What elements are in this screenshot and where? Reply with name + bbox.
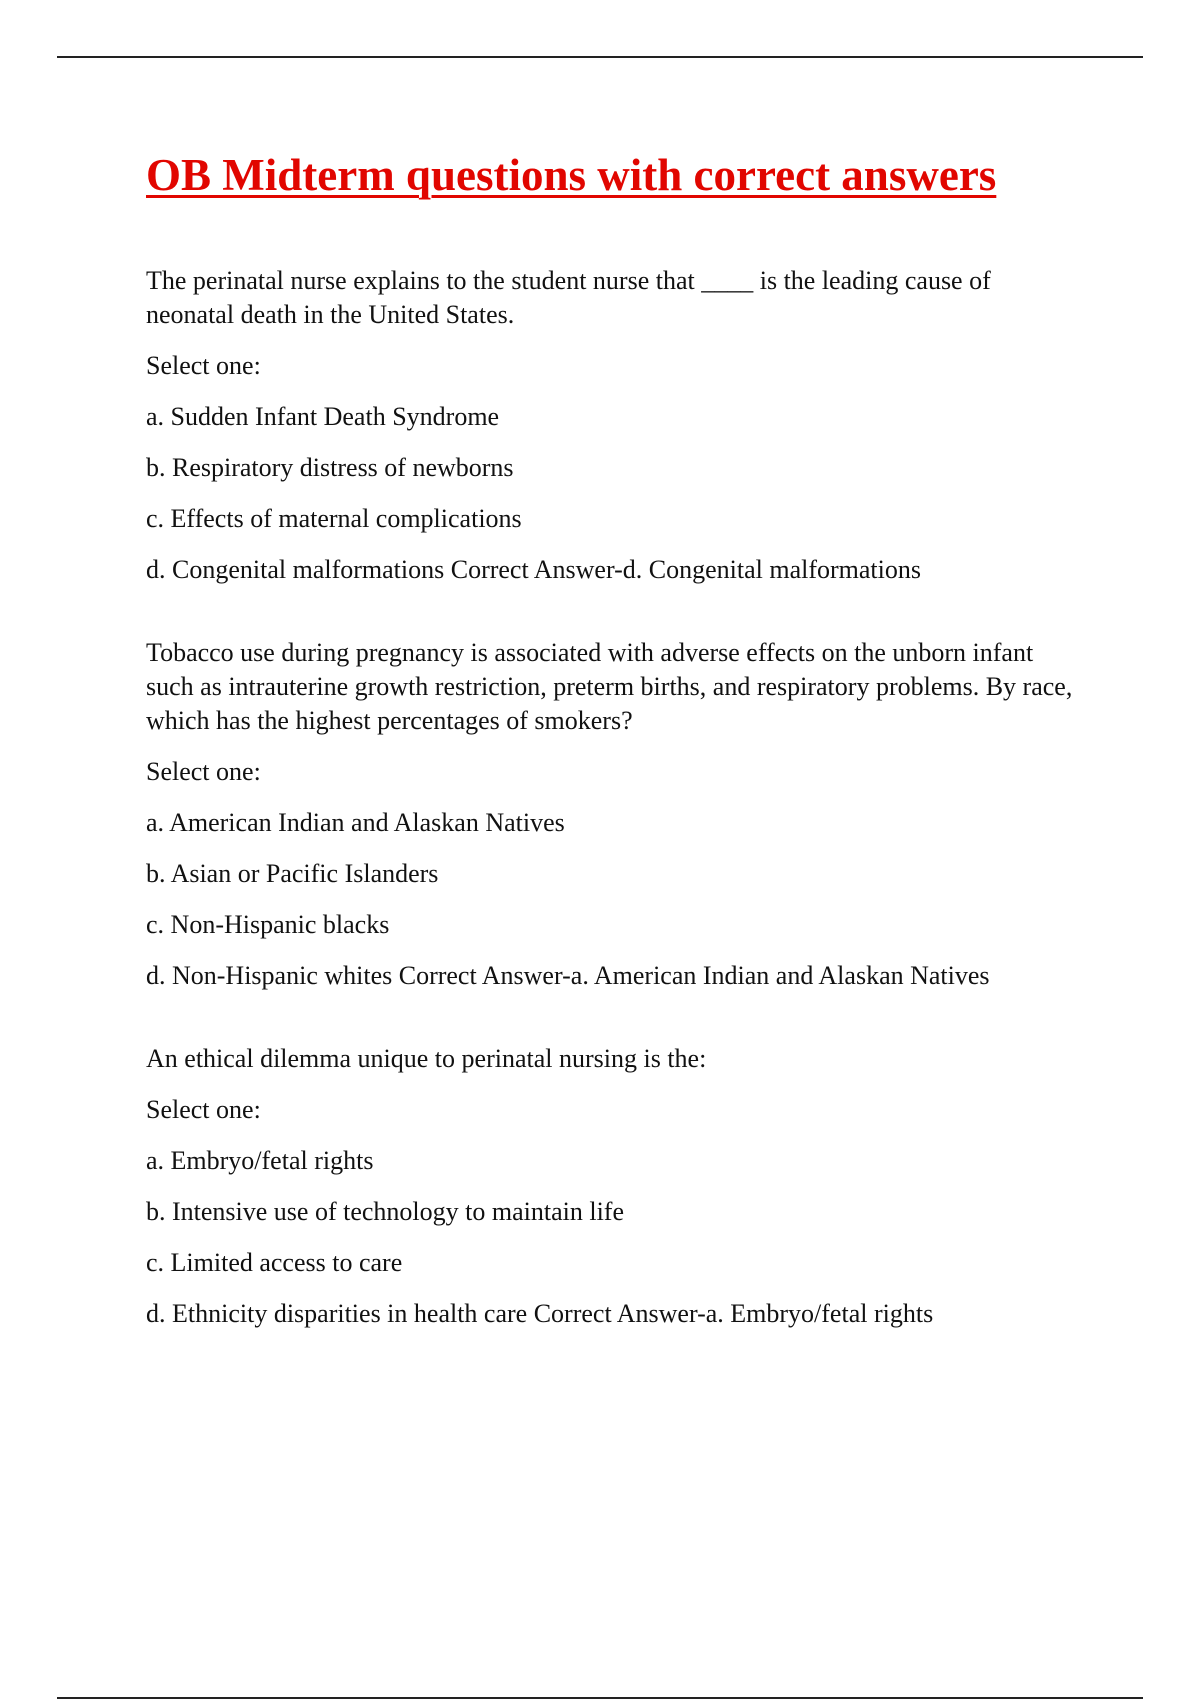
option-b: b. Asian or Pacific Islanders <box>146 859 439 888</box>
bottom-rule <box>57 1697 1143 1699</box>
option-d-with-answer: d. Non-Hispanic whites Correct Answer-a. American Indian and Alaskan Natives <box>146 961 990 990</box>
select-one-prompt: Select one: <box>146 351 261 380</box>
document-title: OB Midterm questions with correct answers <box>146 150 997 200</box>
option-a: a. American Indian and Alaskan Natives <box>146 808 565 837</box>
question-1 <box>146 264 1076 587</box>
option-c: c. Limited access to care <box>146 1248 403 1277</box>
option-d-with-answer: d. Ethnicity disparities in health care Correct Answer-a. Embryo/fetal rights <box>146 1299 934 1328</box>
option-a: a. Sudden Infant Death Syndrome <box>146 402 500 431</box>
question-list <box>146 264 1076 1331</box>
question-text: The perinatal nurse explains to the student nurse that ____ is the leading cause of neonatal death in the United States. <box>146 266 991 329</box>
question-3 <box>146 1042 1076 1331</box>
option-c: c. Effects of maternal complications <box>146 504 522 533</box>
question-text: An ethical dilemma unique to perinatal nursing is the: <box>146 1044 707 1073</box>
question-2 <box>146 636 1076 993</box>
question-text: Tobacco use during pregnancy is associated with adverse effects on the unborn infant such as intrauterine growth restriction, preterm births, and respiratory problems. By race, which has the highest percentages of smokers? <box>146 638 1073 735</box>
document-page <box>146 148 1076 1380</box>
option-d-with-answer: d. Congenital malformations Correct Answer-d. Congenital malformations <box>146 555 921 584</box>
option-b: b. Intensive use of technology to maintain life <box>146 1197 624 1226</box>
top-rule <box>57 56 1143 58</box>
select-one-prompt: Select one: <box>146 757 261 786</box>
option-c: c. Non-Hispanic blacks <box>146 910 390 939</box>
option-a: a. Embryo/fetal rights <box>146 1146 374 1175</box>
option-b: b. Respiratory distress of newborns <box>146 453 514 482</box>
select-one-prompt: Select one: <box>146 1095 261 1124</box>
